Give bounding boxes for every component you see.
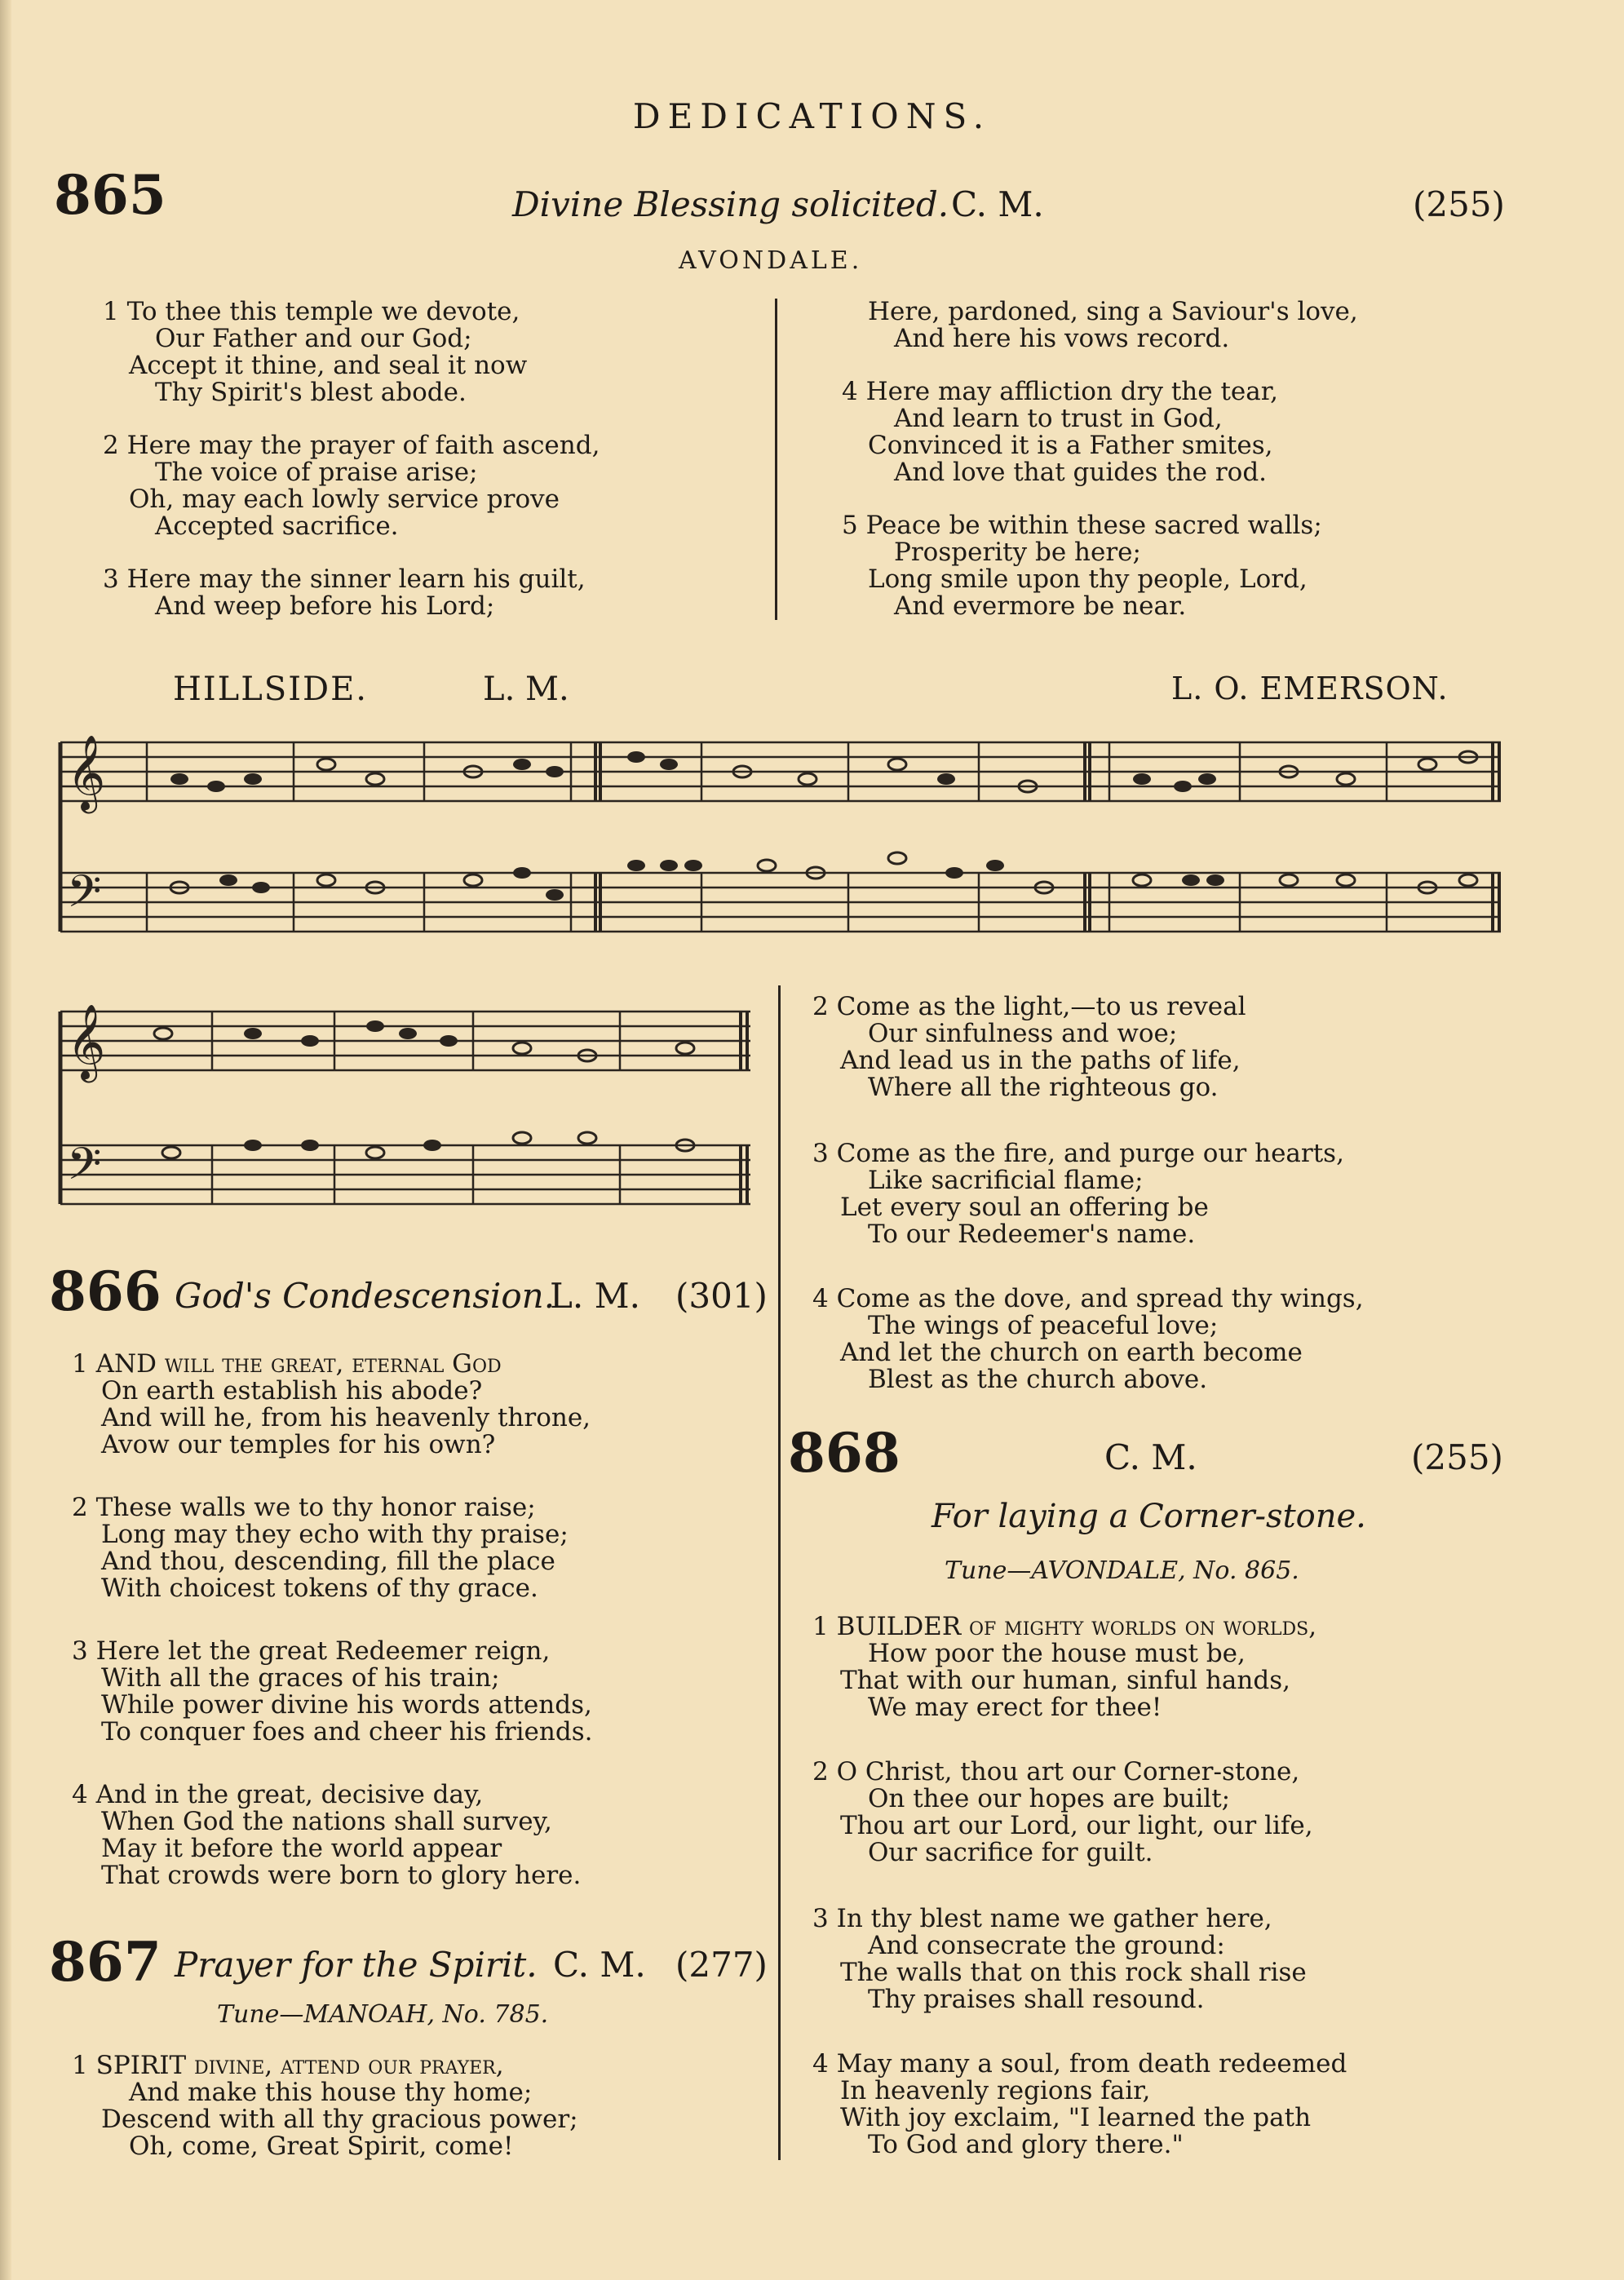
verse-line: Blest as the church above. xyxy=(868,1365,1208,1394)
verse-line: On thee our hopes are built; xyxy=(868,1784,1231,1813)
verse-line: Thy praises shall resound. xyxy=(868,1985,1205,2014)
stanza-number: 4 xyxy=(812,2049,829,2079)
hymn-868-subtitle: For laying a Corner-stone. xyxy=(931,1498,1366,1535)
verse-line: And in the great, decisive day, xyxy=(95,1780,484,1809)
verse-line: The voice of praise arise; xyxy=(155,458,478,487)
music-meter: L. M. xyxy=(483,671,569,708)
verse-line: AND will the great, eternal God xyxy=(95,1349,502,1379)
verse-line: And evermore be near. xyxy=(894,591,1187,621)
verse-line: The wings of peaceful love; xyxy=(868,1311,1219,1340)
verse-line: And consecrate the ground: xyxy=(868,1931,1225,1960)
hymn-865-title: Divine Blessing solicited. xyxy=(512,184,949,224)
verse-line: Come as the fire, and purge our hearts, xyxy=(836,1139,1344,1168)
hymn-865-stanza xyxy=(103,566,586,620)
verse-line: Accepted sacrifice. xyxy=(155,511,399,541)
hymn-865-stanza xyxy=(842,299,1358,352)
verse-line: Prosperity be here; xyxy=(894,538,1141,567)
verse-line: Descend with all thy gracious power; xyxy=(101,2105,578,2134)
stanza-number: 5 xyxy=(842,511,858,540)
verse-line: And lead us in the paths of life, xyxy=(840,1046,1241,1075)
verse-line: And thou, descending, fill the place xyxy=(101,1547,555,1576)
verse-line: Convinced it is a Father smites, xyxy=(868,431,1273,460)
column-rule xyxy=(778,985,781,2160)
verse-line: And learn to trust in God, xyxy=(894,404,1223,433)
verse-line: Thy Spirit's blest abode. xyxy=(155,378,467,407)
verse-line: Here may affliction dry the tear, xyxy=(865,377,1278,406)
hymn-866-number: 866 xyxy=(49,1260,162,1323)
svg-text:𝄞: 𝄞 xyxy=(67,1003,106,1079)
music-score-system-1 xyxy=(49,710,1517,971)
verse-line: Oh, may each lowly service prove xyxy=(129,485,560,514)
stanza-number: 4 xyxy=(72,1780,88,1809)
verse-line: In heavenly regions fair, xyxy=(840,2076,1151,2105)
hymn-865-meter: C. M. xyxy=(951,184,1044,224)
hymn-866-stanza xyxy=(72,1782,581,1889)
verse-line: These walls we to thy honor raise; xyxy=(95,1493,536,1522)
verse-line: And love that guides the rod. xyxy=(894,458,1268,487)
verse-line: Our sinfulness and woe; xyxy=(868,1019,1178,1048)
stanza-number: 1 xyxy=(812,1612,829,1641)
stanza-number: 3 xyxy=(812,1904,829,1933)
stanza-number: 4 xyxy=(812,1284,829,1313)
hymn-867-ref: (277) xyxy=(675,1945,768,1985)
stanza-number: 1 xyxy=(72,2051,88,2080)
hymn-868-ref: (255) xyxy=(1411,1437,1503,1477)
page-edge xyxy=(0,0,11,2280)
verse-line: Here may the sinner learn his guilt, xyxy=(126,564,586,594)
hymn-865-stanza xyxy=(103,432,600,540)
hymn-866-title: God's Condescension. xyxy=(175,1276,555,1316)
stanza-number: 2 xyxy=(812,1757,829,1786)
hymn-865-stanza xyxy=(103,299,527,406)
music-score-system-2 xyxy=(49,979,767,1240)
hymn-868-meter: C. M. xyxy=(1104,1437,1197,1477)
verse-line: Oh, come, Great Spirit, come! xyxy=(129,2132,514,2161)
hymn-867-stanza xyxy=(812,1286,1364,1393)
stanza-number: 3 xyxy=(103,564,119,594)
hymn-865-stanza xyxy=(842,512,1322,620)
hymn-865-stanza xyxy=(842,379,1278,486)
verse-line: And will he, from his heavenly throne, xyxy=(101,1403,591,1432)
verse-line: That with our human, sinful hands, xyxy=(840,1666,1290,1695)
hymn-866-ref: (301) xyxy=(675,1276,768,1316)
hymn-866-meter: L. M. xyxy=(550,1276,640,1316)
hymn-867-title: Prayer for the Spirit. xyxy=(175,1945,538,1985)
verse-line: Let every soul an offering be xyxy=(840,1193,1209,1222)
svg-text:𝄞: 𝄞 xyxy=(67,734,106,810)
verse-line: When God the nations shall survey, xyxy=(101,1807,552,1836)
hymn-868-stanza xyxy=(812,1906,1307,2013)
verse-line: With joy exclaim, "I learned the path xyxy=(840,2103,1312,2132)
hymn-865-tune: AVONDALE. xyxy=(679,246,863,275)
verse-line: Come as the dove, and spread thy wings, xyxy=(836,1284,1364,1313)
verse-line: And here his vows record. xyxy=(894,324,1230,353)
stanza-number: 2 xyxy=(72,1493,88,1522)
verse-line: With choicest tokens of thy grace. xyxy=(101,1574,538,1603)
verse-line: Avow our temples for his own? xyxy=(101,1430,496,1459)
verse-line: That crowds were born to glory here. xyxy=(101,1861,582,1890)
stanza-number: 4 xyxy=(842,377,858,406)
music-tune-name: HILLSIDE. xyxy=(173,671,368,708)
verse-line: Long may they echo with thy praise; xyxy=(101,1520,569,1549)
hymn-867-stanza xyxy=(812,994,1246,1101)
verse-line: To our Redeemer's name. xyxy=(868,1220,1196,1249)
verse-line: Like sacrificial flame; xyxy=(868,1166,1144,1195)
verse-line: To thee this temple we devote, xyxy=(126,297,520,326)
verse-line: O Christ, thou art our Corner-stone, xyxy=(836,1757,1300,1786)
verse-line: Come as the light,—to us reveal xyxy=(836,992,1246,1021)
music-composer: L. O. EMERSON. xyxy=(1171,671,1449,706)
verse-line: Thou art our Lord, our light, our life, xyxy=(840,1811,1313,1840)
verse-line: Here, pardoned, sing a Saviour's love, xyxy=(868,297,1358,326)
verse-line: And let the church on earth become xyxy=(840,1338,1303,1367)
verse-line: To God and glory there." xyxy=(868,2130,1184,2159)
hymn-867-meter: C. M. xyxy=(553,1945,646,1985)
stanza-number: 1 xyxy=(72,1349,88,1379)
verse-line: On earth establish his abode? xyxy=(101,1376,483,1406)
hymn-865-number: 865 xyxy=(54,163,166,227)
hymn-867-stanza xyxy=(72,2052,578,2160)
hymn-867-stanza xyxy=(812,1140,1344,1248)
verse-line: Long smile upon thy people, Lord, xyxy=(868,564,1308,594)
verse-line: Where all the righteous go. xyxy=(868,1073,1219,1102)
verse-line: BUILDER of mighty worlds on worlds, xyxy=(836,1612,1317,1641)
hymn-866-stanza xyxy=(72,1351,591,1459)
hymn-868-number: 868 xyxy=(788,1421,901,1485)
verse-line: Here let the great Redeemer reign, xyxy=(95,1636,551,1666)
hymn-866-stanza xyxy=(72,1494,569,1602)
stanza-number: 2 xyxy=(812,992,829,1021)
hymn-868-stanza xyxy=(812,1759,1313,1866)
verse-line: How poor the house must be, xyxy=(868,1639,1246,1668)
svg-text:𝄢: 𝄢 xyxy=(67,1138,102,1201)
verse-line: Here may the prayer of faith ascend, xyxy=(126,431,600,460)
verse-line: Our Father and our God; xyxy=(155,324,472,353)
verse-line: With all the graces of his train; xyxy=(101,1663,500,1693)
verse-line: To conquer foes and cheer his friends. xyxy=(101,1717,593,1747)
stanza-number: 3 xyxy=(72,1636,88,1666)
verse-line: SPIRIT divine, attend our prayer, xyxy=(95,2051,504,2080)
stanza-number: 1 xyxy=(103,297,119,326)
hymn-868-stanza xyxy=(812,2051,1347,2158)
stanza-number: 3 xyxy=(812,1139,829,1168)
verse-line: Our sacrifice for guilt. xyxy=(868,1838,1153,1867)
hymn-865-ref: (255) xyxy=(1413,184,1505,224)
verse-line: May it before the world appear xyxy=(101,1834,502,1863)
verse-line: Accept it thine, and seal it now xyxy=(129,351,528,380)
svg-text:𝄢: 𝄢 xyxy=(67,866,102,928)
verse-line: Peace be within these sacred walls; xyxy=(865,511,1322,540)
verse-line: In thy blest name we gather here, xyxy=(836,1904,1272,1933)
hymn-868-tune: Tune—AVONDALE, No. 865. xyxy=(945,1556,1299,1585)
running-head: DEDICATIONS. xyxy=(632,96,992,136)
verse-line: The walls that on this rock shall rise xyxy=(840,1958,1307,1987)
hymn-866-stanza xyxy=(72,1638,592,1746)
hymn-868-stanza xyxy=(812,1614,1316,1721)
hymn-867-number: 867 xyxy=(49,1930,162,1994)
verse-line: And weep before his Lord; xyxy=(155,591,495,621)
verse-line: May many a soul, from death redeemed xyxy=(836,2049,1347,2079)
verse-line: While power divine his words attends, xyxy=(101,1690,592,1720)
verse-line: And make this house thy home; xyxy=(129,2078,533,2107)
stanza-number: 2 xyxy=(103,431,119,460)
verse-line: We may erect for thee! xyxy=(868,1693,1162,1722)
column-rule xyxy=(775,299,777,620)
hymn-867-tune: Tune—MANOAH, No. 785. xyxy=(217,2000,549,2029)
